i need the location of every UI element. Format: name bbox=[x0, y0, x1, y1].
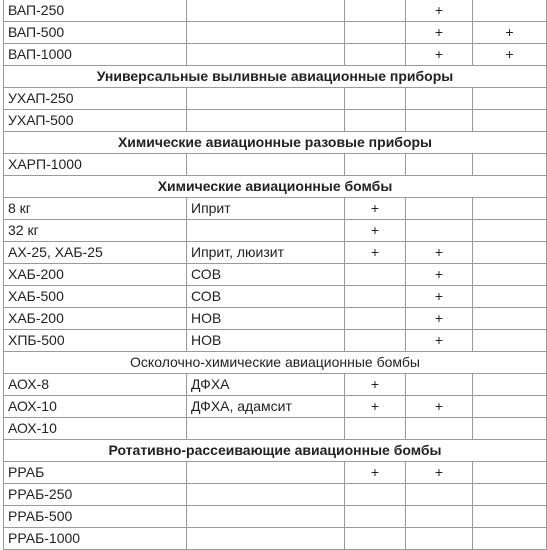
mark-cell bbox=[473, 418, 547, 440]
mark-cell bbox=[473, 0, 547, 22]
section-header-row bbox=[4, 352, 547, 374]
munition-name-cell: ХПБ-500 bbox=[4, 330, 187, 352]
mark-cell bbox=[345, 154, 406, 176]
munition-name-cell: УХАП-500 bbox=[4, 110, 187, 132]
agent-cell: НОВ bbox=[187, 308, 345, 330]
munition-name-cell: ВАП-500 bbox=[4, 22, 187, 44]
mark-cell: + bbox=[345, 220, 406, 242]
munition-name-cell: АОХ-8 bbox=[4, 374, 187, 396]
table-row bbox=[4, 0, 547, 22]
mark-cell: + bbox=[406, 22, 473, 44]
munition-name-cell: ХАБ-500 bbox=[4, 286, 187, 308]
table-row bbox=[4, 528, 547, 550]
table-row bbox=[4, 198, 547, 220]
table-row bbox=[4, 154, 547, 176]
agent-cell bbox=[187, 0, 345, 22]
mark-cell bbox=[473, 154, 547, 176]
mark-cell bbox=[473, 220, 547, 242]
mark-cell bbox=[473, 506, 547, 528]
munition-name-cell: ХАРП-1000 bbox=[4, 154, 187, 176]
agent-cell bbox=[187, 154, 345, 176]
mark-cell: + bbox=[406, 242, 473, 264]
table-row bbox=[4, 22, 547, 44]
agent-cell: СОВ bbox=[187, 286, 345, 308]
munition-name-cell: РРАБ-500 bbox=[4, 506, 187, 528]
mark-cell bbox=[345, 44, 406, 66]
section-title: Химические авиационные бомбы bbox=[4, 176, 547, 198]
mark-cell: + bbox=[406, 396, 473, 418]
agent-cell bbox=[187, 462, 345, 484]
mark-cell: + bbox=[406, 308, 473, 330]
section-title: Универсальные выливные авиационные приборы bbox=[4, 66, 547, 88]
munition-name-cell: ВАП-1000 bbox=[4, 44, 187, 66]
munition-name-cell: АХ-25, ХАБ-25 bbox=[4, 242, 187, 264]
agent-cell: СОВ bbox=[187, 264, 345, 286]
mark-cell bbox=[345, 418, 406, 440]
agent-cell bbox=[187, 44, 345, 66]
agent-cell bbox=[187, 506, 345, 528]
table-row bbox=[4, 330, 547, 352]
munition-name-cell: РРАБ bbox=[4, 462, 187, 484]
table-row bbox=[4, 374, 547, 396]
table-row bbox=[4, 308, 547, 330]
section-title: Химические авиационные разовые приборы bbox=[4, 132, 547, 154]
mark-cell bbox=[406, 220, 473, 242]
section-header-row bbox=[4, 176, 547, 198]
mark-cell bbox=[473, 308, 547, 330]
mark-cell: + bbox=[406, 330, 473, 352]
mark-cell bbox=[473, 198, 547, 220]
munition-name-cell: РРАБ-250 bbox=[4, 484, 187, 506]
mark-cell: + bbox=[406, 286, 473, 308]
mark-cell bbox=[473, 242, 547, 264]
mark-cell bbox=[473, 396, 547, 418]
mark-cell bbox=[473, 484, 547, 506]
munition-name-cell: АОХ-10 bbox=[4, 418, 187, 440]
mark-cell bbox=[345, 88, 406, 110]
mark-cell: + bbox=[345, 242, 406, 264]
table-row bbox=[4, 396, 547, 418]
mark-cell bbox=[406, 154, 473, 176]
section-title: Осколочно-химические авиационные бомбы bbox=[4, 352, 547, 374]
mark-cell bbox=[406, 110, 473, 132]
munitions-table bbox=[3, 0, 547, 550]
agent-cell: ДФХА, адамсит bbox=[187, 396, 345, 418]
section-title: Ротативно-рассеивающие авиационные бомбы bbox=[4, 440, 547, 462]
table-row bbox=[4, 242, 547, 264]
mark-cell bbox=[406, 198, 473, 220]
mark-cell bbox=[473, 374, 547, 396]
table-row bbox=[4, 88, 547, 110]
mark-cell bbox=[473, 88, 547, 110]
mark-cell: + bbox=[406, 0, 473, 22]
mark-cell bbox=[473, 110, 547, 132]
mark-cell bbox=[473, 264, 547, 286]
munition-name-cell: ВАП-250 bbox=[4, 0, 187, 22]
mark-cell: + bbox=[406, 264, 473, 286]
table-row bbox=[4, 286, 547, 308]
mark-cell bbox=[406, 88, 473, 110]
mark-cell bbox=[345, 286, 406, 308]
section-header-row bbox=[4, 132, 547, 154]
mark-cell bbox=[406, 506, 473, 528]
mark-cell bbox=[345, 22, 406, 44]
mark-cell bbox=[473, 462, 547, 484]
mark-cell bbox=[406, 484, 473, 506]
mark-cell bbox=[473, 286, 547, 308]
table-row bbox=[4, 462, 547, 484]
munition-name-cell: 8 кг bbox=[4, 198, 187, 220]
agent-cell: НОВ bbox=[187, 330, 345, 352]
mark-cell bbox=[406, 528, 473, 550]
agent-cell bbox=[187, 88, 345, 110]
table-row bbox=[4, 264, 547, 286]
mark-cell bbox=[345, 0, 406, 22]
munition-name-cell: РРАБ-1000 bbox=[4, 528, 187, 550]
table-row bbox=[4, 418, 547, 440]
section-header-row bbox=[4, 440, 547, 462]
mark-cell: + bbox=[345, 396, 406, 418]
mark-cell bbox=[345, 308, 406, 330]
agent-cell: Иприт bbox=[187, 198, 345, 220]
mark-cell bbox=[345, 528, 406, 550]
mark-cell: + bbox=[345, 374, 406, 396]
table-row bbox=[4, 506, 547, 528]
mark-cell bbox=[406, 374, 473, 396]
agent-cell: ДФХА bbox=[187, 374, 345, 396]
agent-cell bbox=[187, 22, 345, 44]
mark-cell bbox=[406, 418, 473, 440]
mark-cell: + bbox=[345, 198, 406, 220]
agent-cell bbox=[187, 110, 345, 132]
agent-cell bbox=[187, 528, 345, 550]
mark-cell bbox=[473, 528, 547, 550]
agent-cell: Иприт, люизит bbox=[187, 242, 345, 264]
table-row bbox=[4, 110, 547, 132]
munition-name-cell: ХАБ-200 bbox=[4, 308, 187, 330]
munition-name-cell: 32 кг bbox=[4, 220, 187, 242]
mark-cell: + bbox=[473, 44, 547, 66]
table-body bbox=[4, 0, 547, 550]
table-row bbox=[4, 484, 547, 506]
table-row bbox=[4, 44, 547, 66]
mark-cell: + bbox=[473, 22, 547, 44]
mark-cell bbox=[345, 506, 406, 528]
mark-cell: + bbox=[345, 462, 406, 484]
mark-cell bbox=[473, 330, 547, 352]
munition-name-cell: ХАБ-200 bbox=[4, 264, 187, 286]
mark-cell bbox=[345, 264, 406, 286]
section-header-row bbox=[4, 66, 547, 88]
agent-cell bbox=[187, 220, 345, 242]
munition-name-cell: АОХ-10 bbox=[4, 396, 187, 418]
agent-cell bbox=[187, 418, 345, 440]
mark-cell: + bbox=[406, 44, 473, 66]
table-row bbox=[4, 220, 547, 242]
mark-cell bbox=[345, 484, 406, 506]
mark-cell: + bbox=[406, 462, 473, 484]
mark-cell bbox=[345, 110, 406, 132]
agent-cell bbox=[187, 484, 345, 506]
munition-name-cell: УХАП-250 bbox=[4, 88, 187, 110]
mark-cell bbox=[345, 330, 406, 352]
